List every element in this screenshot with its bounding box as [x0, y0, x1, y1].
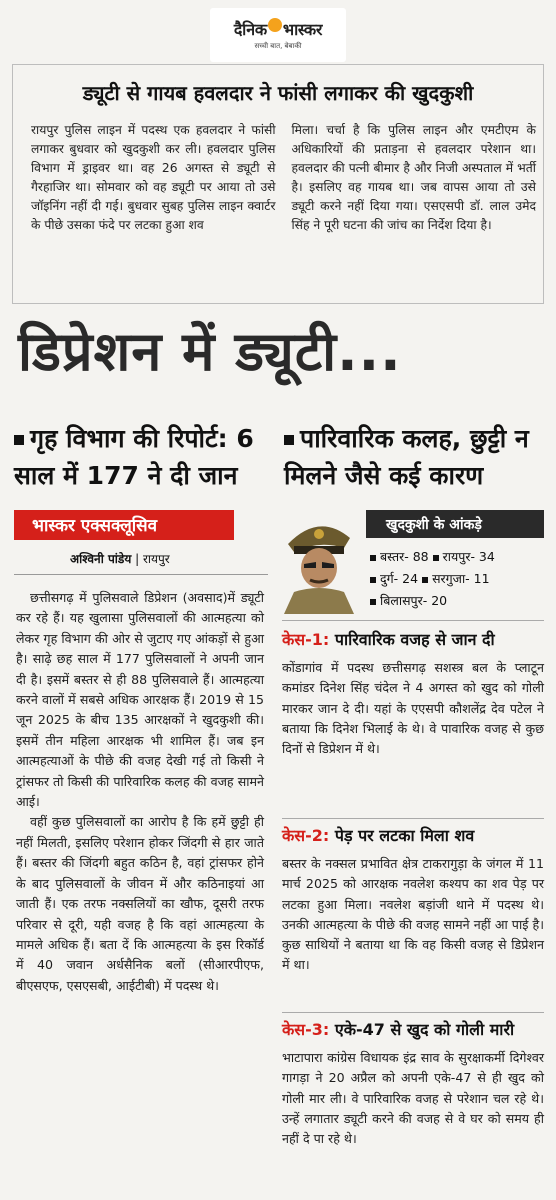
case-3-title: केस-3: एके-47 से खुद को गोली मारी — [282, 1020, 515, 1039]
logo — [210, 18, 346, 40]
main-headline: डिप्रेशन में ड्यूटी... — [18, 320, 402, 383]
subheadline-left: गृह विभाग की रिपोर्ट: 6 साल में 177 ने दी जान — [14, 424, 254, 490]
case-2 — [282, 824, 544, 976]
story1-column-2: मिला। चर्चा है कि पुलिस लाइन और एमटीएम के अधिकारियों की प्रताड़ना से हवलदार परेशान था। हवलदार की पत्नी बीमार है और निजी अस्पताल में भर्ती है। इसलिए वह गायब था। जब वापस आया तो उसे ड्यूटी करने नहीं दिया गया। एसएसपी डॉ. लाल उमेद सिंह ने पूरी घटना की जांच का निर्देश दिया है। — [291, 123, 536, 232]
square-bullet-icon — [14, 435, 24, 445]
byline-name: अश्विनी पांडेय — [70, 552, 132, 566]
police-officer-icon — [274, 508, 364, 614]
stats-row: बिलासपुर- 20 — [370, 590, 544, 612]
case-1-title: केस-1: पारिवारिक वजह से जान दी — [282, 630, 495, 649]
divider — [282, 818, 544, 819]
suicide-stats-box — [274, 508, 544, 616]
stats-list — [370, 546, 544, 612]
case-2-body: बस्तर के नक्सल प्रभावित क्षेत्र टाकरागुड़ा के जंगल में 11 मार्च 2025 को आरक्षक नवलेश कश्यप का शव पेड़ पर लटका हुआ मिला। नवलेश बड़ांजी थाने में पदस्थ थे। उनकी आत्महत्या के पीछे की वजह सामने नहीं आ पाई है। कुछ साथियों ने बताया था कि वह किसी वजह से डिप्रेशन में था। — [282, 856, 544, 973]
article-paragraph: छत्तीसगढ़ में पुलिसवाले डिप्रेशन (अवसाद)में ड्यूटी कर रहे हैं। यह खुलासा पुलिसवालों की आत्महत्या को लेकर गृह विभाग की ओर से जुटाए गए आंकड़ों से हुआ है। साढ़े छह साल में 177 पुलिसवालों ने अपनी जान दी है। इसमें बस्तर से ही 88 पुलिसवाले हैं। आत्महत्या करने वालों में सबसे अधिक आरक्षक हैं। 2019 से 15 जून 2025 के बीच 135 आरक्षकों ने खुदकुशी की। इसमें तीन महिला आरक्षक भी शामिल हैं। जब इन आत्महत्याओं के पीछे की वजह देखी गई तो किसी ने ट्रांसफर तो किसी की पारिवारिक कलह की वजह सामने आई। — [16, 590, 264, 810]
sun-icon — [268, 18, 282, 32]
story1-headline: ड्यूटी से गायब हवलदार ने फांसी लगाकर की खुदकुशी — [82, 81, 474, 105]
logo-left-text: दैनिक — [233, 20, 267, 39]
divider — [282, 620, 544, 621]
story-box-havaldar — [12, 64, 544, 304]
main-article-body — [16, 588, 264, 996]
divider — [14, 574, 268, 575]
byline-place: रायपुर — [142, 552, 170, 566]
masthead — [210, 8, 346, 62]
logo-right-text: भास्कर — [282, 20, 323, 39]
stats-row: बस्तर- 88 रायपुर- 34 — [370, 546, 544, 568]
story1-column-1: रायपुर पुलिस लाइन में पदस्थ एक हवलदार ने फांसी लगाकर बुधवार को खुदकुशी कर ली। हवलदार पुलिस विभाग में ड्राइवर था। वह 26 अगस्त से ड्यूटी से गैरहाजिर था। सोमवार को वह ड्यूटी पर आया तो उसे जॉइनिंग नहीं दी गई। बुधवार सुबह पुलिस लाइन क्वार्टर के पीछे उसका फंदे पर लटका हुआ शव — [31, 123, 276, 232]
square-bullet-icon — [284, 435, 294, 445]
stats-row: दुर्ग- 24 सरगुजा- 11 — [370, 568, 544, 590]
subheadline-right: पारिवारिक कलह, छुट्टी न मिलने जैसे कई कारण — [284, 424, 529, 490]
case-2-title: केस-2: पेड़ पर लटका मिला शव — [282, 826, 475, 845]
stats-title: खुदकुशी के आंकड़े — [366, 510, 544, 538]
exclusive-badge: भास्कर एक्सक्लूसिव — [14, 510, 234, 540]
case-3 — [282, 1018, 544, 1149]
case-3-body: भाटापारा कांग्रेस विधायक इंद्र साव के सुरक्षाकर्मी दिगेश्वर गागड़ा ने 20 अप्रैल को अपनी एके-47 से ही खुद को गोली मार ली। वे पारिवारिक वजह से परेशान चल रहे थे। उन्हें लगातार ड्यूटी करने की वजह से वे घर को समय ही नहीं दे पा रहे थे। — [282, 1050, 544, 1147]
byline: अश्विनी पांडेय | रायपुर — [70, 552, 170, 566]
case-1-body: कोंडागांव में पदस्थ छत्तीसगढ़ सशस्त्र बल के प्लाटून कमांडर दिनेश सिंह चंदेल ने 4 अगस्त को खुद को गोली मारकर जान दे दी। यहां के एएसपी कौशलेंद्र देव पटेल ने बताया कि दिनेश भिलाई के थे। वे पावारिक वजह से कुछ दिनों से डिप्रेशन में थे। — [282, 660, 544, 757]
case-1 — [282, 628, 544, 759]
tagline: सच्ची बात, बेबाकी — [254, 42, 302, 50]
divider — [282, 1012, 544, 1013]
article-paragraph: वहीं कुछ पुलिसवालों का आरोप है कि हमें छुट्टी ही नहीं मिलती, इसलिए परेशान होकर जिंदगी से हार जाते हैं। बस्तर की जिंदगी बहुत कठिन है, वहां ट्रांसफर होने के बाद पुलिसवालों के जीवन में और कठिनाइयां आ जाती हैं। एक तरफ नक्सलियों का खौफ, दूसरी तरफ परिवार से दूरी, यही वजह है कि वहां आत्महत्या के मामले अधिक हैं। बता दें कि आत्महत्या के इस रिकॉर्ड में 40 जवान अर्धसैनिक बलों (सीआरपीएफ, बीएसएफ, एसएसबी, आईटीबी) में पदस्थ थे। — [16, 814, 264, 993]
